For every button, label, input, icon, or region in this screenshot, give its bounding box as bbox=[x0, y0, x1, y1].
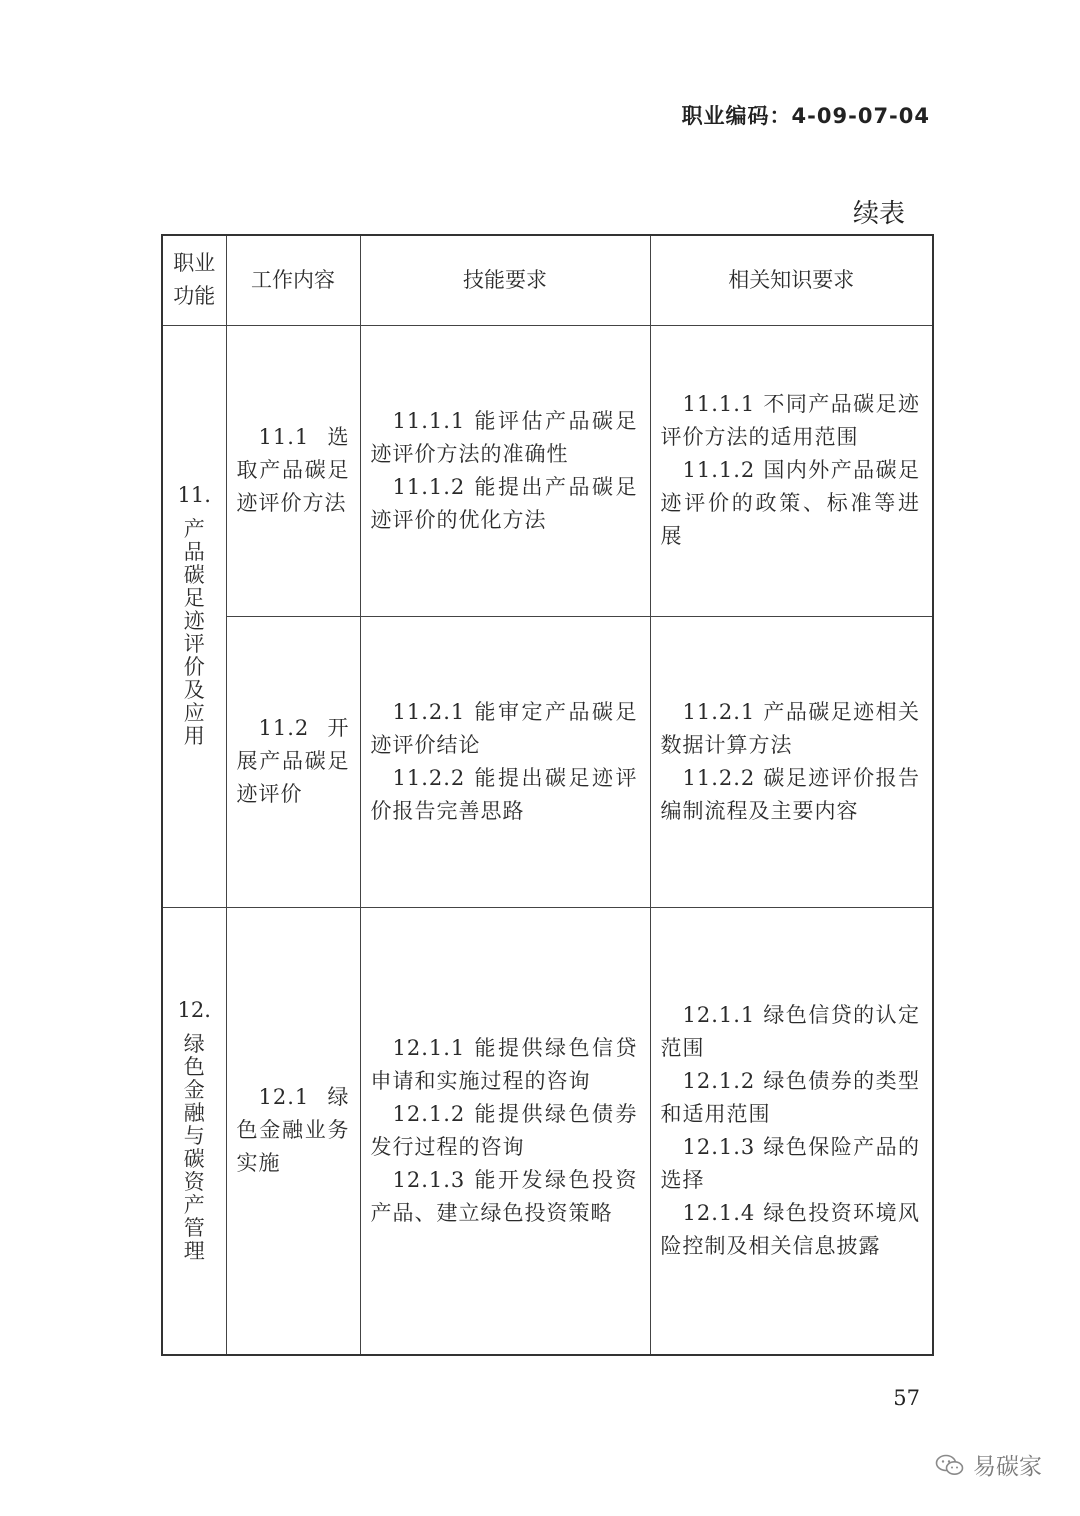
header-skills: 技能要求 bbox=[360, 235, 650, 325]
knowledge-cell bbox=[650, 325, 933, 616]
skills-table bbox=[161, 234, 934, 1356]
skill-item: 11.1.1 能评估产品碳足迹评价方法的准确性 bbox=[370, 408, 638, 466]
continued-label: 续表 bbox=[852, 199, 905, 229]
skill-item: 12.1.2 能提供绿色债券发行过程的咨询 bbox=[370, 1101, 638, 1159]
skill-item: 12.1.3 能开发绿色投资产品、建立绿色投资策略 bbox=[370, 1167, 638, 1225]
skill-item: 11.2.2 能提出碳足迹评价报告完善思路 bbox=[370, 765, 638, 823]
function-cell bbox=[162, 325, 226, 907]
work-content: 11.1 选取产品碳足迹评价方法 bbox=[236, 425, 350, 515]
table-header-row bbox=[162, 235, 933, 325]
function-cell bbox=[162, 907, 226, 1355]
skills-cell bbox=[360, 616, 650, 907]
knowledge-item: 12.1.4 绿色投资环境风险控制及相关信息披露 bbox=[660, 1200, 920, 1258]
function-number: 12. bbox=[177, 997, 211, 1022]
header-work: 工作内容 bbox=[226, 235, 360, 325]
work-content: 12.1 绿色金融业务实施 bbox=[236, 1085, 350, 1176]
occupation-code: 职业编码：4-09-07-04 bbox=[681, 104, 930, 128]
table-row bbox=[162, 325, 933, 616]
knowledge-item: 11.1.2 国内外产品碳足迹评价的政策、标准等进展 bbox=[660, 458, 920, 548]
knowledge-item: 12.1.3 绿色保险产品的选择 bbox=[660, 1134, 920, 1192]
skills-cell bbox=[360, 907, 650, 1355]
wechat-icon bbox=[935, 1453, 965, 1477]
knowledge-item: 11.1.1 不同产品碳足迹评价方法的适用范围 bbox=[660, 392, 920, 449]
header-function: 职业功能 bbox=[162, 235, 226, 325]
skill-item: 11.1.2 能提出产品碳足迹评价的优化方法 bbox=[370, 474, 638, 532]
knowledge-item: 11.2.2 碳足迹评价报告编制流程及主要内容 bbox=[660, 765, 920, 823]
knowledge-item: 12.1.2 绿色债券的类型和适用范围 bbox=[660, 1068, 920, 1126]
work-cell bbox=[226, 907, 360, 1355]
header-knowledge: 相关知识要求 bbox=[650, 235, 933, 325]
function-name: 绿色金融与碳资产管理 bbox=[183, 1031, 205, 1263]
skill-item: 11.2.1 能审定产品碳足迹评价结论 bbox=[370, 699, 638, 757]
work-cell bbox=[226, 325, 360, 616]
watermark-text: 易碳家 bbox=[973, 1454, 1042, 1480]
skill-item: 12.1.1 能提供绿色信贷申请和实施过程的咨询 bbox=[370, 1035, 638, 1093]
skills-cell bbox=[360, 325, 650, 616]
function-number: 11. bbox=[177, 483, 211, 507]
knowledge-item: 11.2.1 产品碳足迹相关数据计算方法 bbox=[660, 699, 920, 757]
page-number: 57 bbox=[893, 1386, 920, 1410]
watermark bbox=[935, 1448, 1042, 1481]
function-name: 产品碳足迹评价及应用 bbox=[183, 517, 205, 748]
table-row bbox=[162, 616, 933, 907]
knowledge-cell bbox=[650, 907, 933, 1355]
work-content: 11.2 开展产品碳足迹评价 bbox=[236, 716, 350, 806]
table-row bbox=[162, 907, 933, 1355]
knowledge-item: 12.1.1 绿色信贷的认定范围 bbox=[660, 1002, 920, 1060]
knowledge-cell bbox=[650, 616, 933, 907]
work-cell bbox=[226, 616, 360, 907]
